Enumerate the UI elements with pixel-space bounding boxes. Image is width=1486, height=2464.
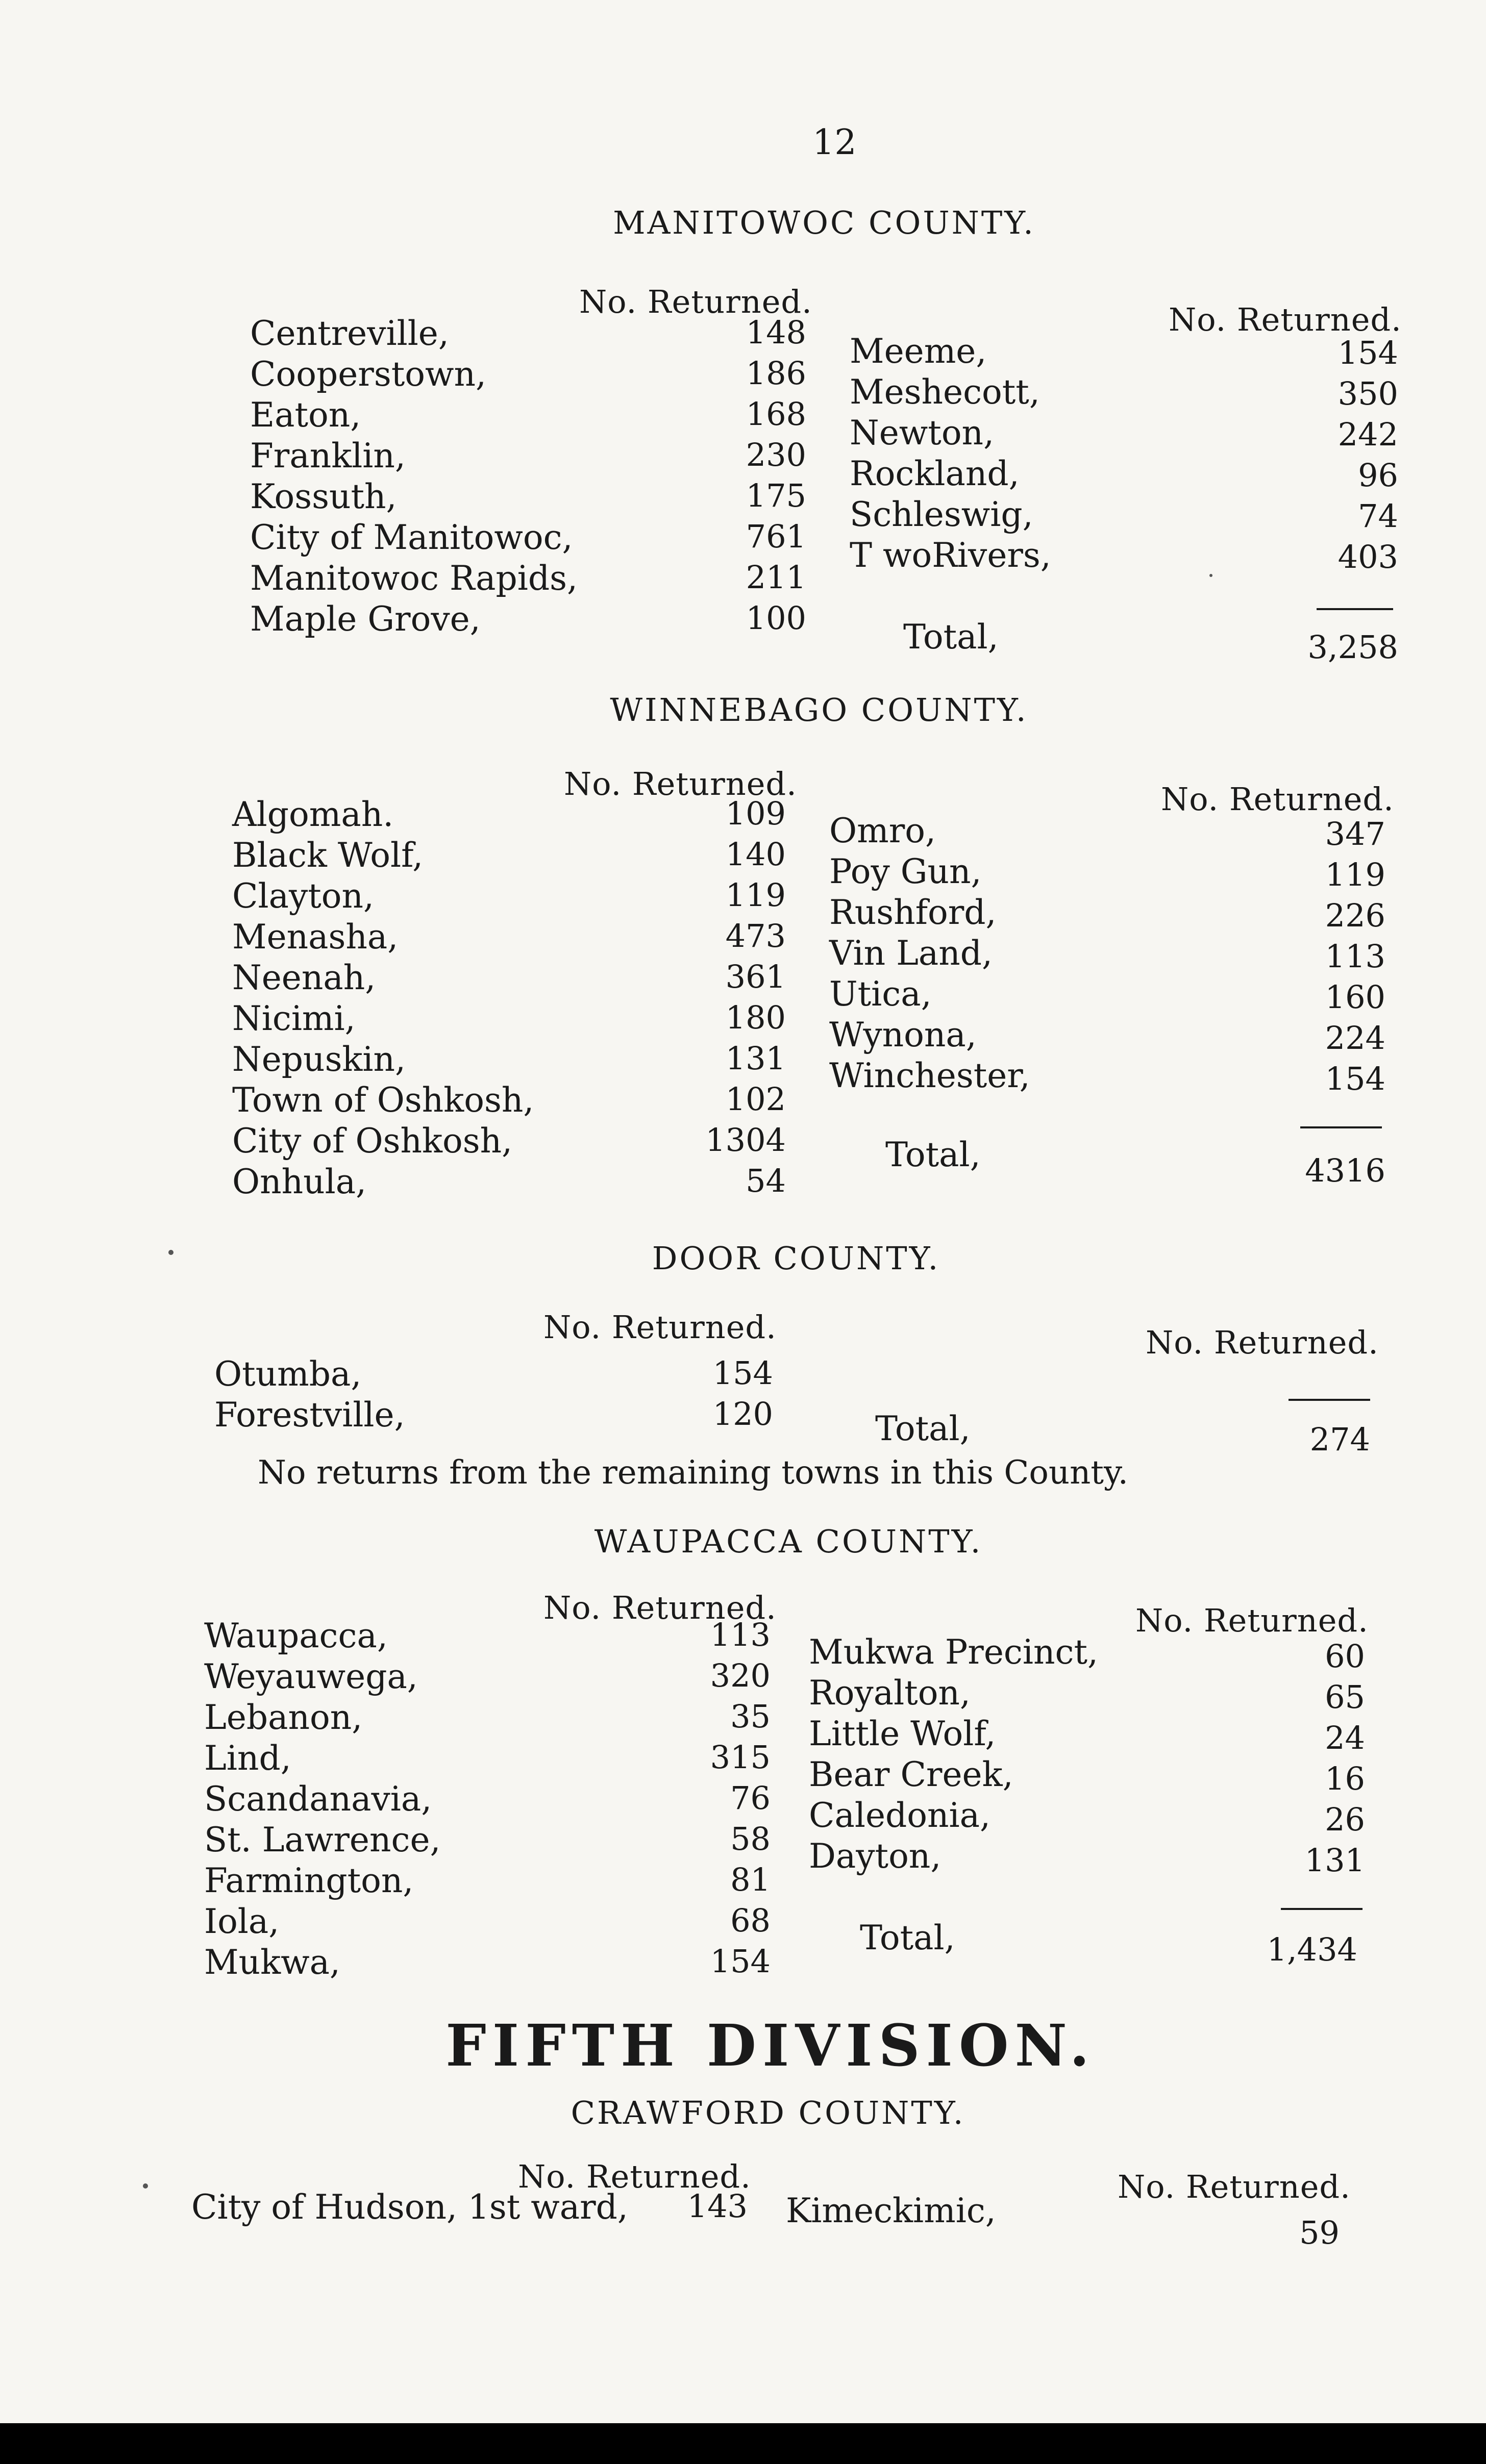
returned-count: 154 (710, 1943, 771, 1980)
town-name: Menasha, (232, 917, 399, 957)
manitowoc-total-value: 3,258 (1307, 628, 1398, 666)
town-name: Cooperstown, (250, 355, 486, 394)
returned-count: 148 (746, 314, 806, 351)
winnebago-total-rule (1300, 1126, 1382, 1128)
returned-count: 120 (712, 1395, 773, 1432)
town-name: Nepuskin, (232, 1040, 406, 1079)
returned-count: 224 (1325, 1019, 1385, 1057)
town-name: Omro, (829, 811, 936, 850)
scan-border (0, 2423, 1486, 2464)
returned-count: 1304 (705, 1121, 786, 1159)
returned-count: 54 (746, 1162, 786, 1199)
door-total-rule (1289, 1399, 1370, 1401)
returned-count: 68 (730, 1902, 771, 1939)
crawford-right-header: No. Returned. (1118, 2168, 1351, 2205)
town-name: Maple Grove, (250, 599, 481, 639)
town-name: Newton, (850, 413, 995, 452)
returned-count: 24 (1325, 1719, 1365, 1756)
returned-count: 160 (1325, 978, 1385, 1016)
division-title: FIFTH DIVISION. (445, 2013, 1096, 2079)
returned-count: 140 (725, 836, 786, 873)
returned-count: 60 (1325, 1638, 1365, 1675)
town-name: Eaton, (250, 395, 361, 435)
returned-count: 119 (725, 876, 786, 914)
returned-count: 168 (746, 395, 806, 433)
returned-count: 230 (746, 436, 806, 473)
town-name: Town of Oshkosh, (232, 1080, 534, 1120)
town-name: Scandanavia, (204, 1779, 432, 1819)
returned-count: 143 (687, 2188, 748, 2225)
town-name: Kossuth, (250, 477, 397, 516)
winnebago-right-header: No. Returned. (1161, 781, 1394, 818)
winnebago-left-header: No. Returned. (564, 765, 797, 802)
town-name: Bear Creek, (809, 1755, 1013, 1794)
town-name: City of Hudson, 1st ward, (191, 2188, 628, 2227)
town-name: Rushford, (829, 893, 997, 932)
town-name: Meshecott, (850, 372, 1040, 412)
crawford-left-header: No. Returned. (518, 2158, 751, 2195)
winnebago-total-label: Total, (885, 1135, 981, 1174)
town-name: Farmington, (204, 1861, 414, 1900)
town-name: Iola, (204, 1902, 280, 1941)
town-name: Little Wolf, (809, 1714, 996, 1753)
scan-speck (143, 2183, 148, 2189)
returned-count: 347 (1325, 815, 1385, 852)
waupacca-total-rule (1281, 1908, 1363, 1910)
returned-count: 16 (1325, 1760, 1365, 1797)
returned-count: 175 (746, 477, 806, 514)
returned-count: 154 (1325, 1060, 1385, 1097)
returned-count: 361 (725, 958, 786, 995)
returned-count: 403 (1338, 538, 1398, 575)
town-name: Onhula, (232, 1162, 367, 1201)
returned-count: 186 (746, 355, 806, 392)
county-title-door: DOOR COUNTY. (652, 1240, 940, 1277)
waupacca-total-label: Total, (860, 1918, 955, 1957)
returned-count: 96 (1358, 457, 1398, 494)
county-title-manitowoc: MANITOWOC COUNTY. (613, 204, 1035, 241)
county-title-waupacca: WAUPACCA COUNTY. (594, 1523, 983, 1560)
returned-count: 59 (1299, 2214, 1340, 2251)
town-name: T woRivers, (850, 536, 1051, 575)
town-name: Mukwa, (204, 1943, 340, 1982)
town-name: Royalton, (809, 1673, 971, 1713)
town-name: St. Lawrence, (204, 1820, 441, 1859)
returned-count: 350 (1338, 375, 1398, 412)
town-name: Otumba, (214, 1354, 362, 1394)
town-name: Vin Land, (829, 934, 993, 973)
door-total-label: Total, (875, 1409, 971, 1448)
town-name: Weyauwega, (204, 1657, 418, 1696)
town-name: Black Wolf, (232, 836, 424, 875)
returned-count: 113 (1325, 938, 1385, 975)
door-left-header: No. Returned. (543, 1309, 777, 1346)
returned-count: 154 (1338, 334, 1398, 371)
town-name: Winchester, (829, 1056, 1030, 1095)
town-name: Wynona, (829, 1015, 977, 1054)
manitowoc-right-header: No. Returned. (1169, 301, 1402, 338)
returned-count: 320 (710, 1657, 771, 1694)
waupacca-total-value: 1,434 (1267, 1931, 1357, 1968)
returned-count: 119 (1325, 856, 1385, 893)
returned-count: 58 (730, 1820, 771, 1857)
town-name: Lebanon, (204, 1698, 363, 1737)
town-name: Algomah. (232, 795, 394, 834)
returned-count: 81 (730, 1861, 771, 1898)
returned-count: 226 (1325, 897, 1385, 934)
town-name: Nicimi, (232, 999, 356, 1038)
town-name: Neenah, (232, 958, 376, 997)
town-name: Dayton, (809, 1837, 942, 1876)
town-name: Clayton, (232, 876, 374, 916)
town-name: City of Manitowoc, (250, 518, 573, 557)
door-note: No returns from the remaining towns in this County. (258, 1454, 1128, 1492)
returned-count: 131 (1304, 1842, 1365, 1879)
returned-count: 131 (725, 1040, 786, 1077)
town-name: Forestville, (214, 1395, 405, 1435)
waupacca-right-header: No. Returned. (1135, 1602, 1369, 1639)
returned-count: 35 (730, 1698, 771, 1735)
town-name: Centreville, (250, 314, 449, 353)
winnebago-total-value: 4316 (1305, 1152, 1385, 1189)
manitowoc-left-header: No. Returned. (579, 283, 812, 320)
town-name: Caledonia, (809, 1796, 990, 1835)
returned-count: 26 (1325, 1801, 1365, 1838)
town-name: Poy Gun, (829, 852, 982, 891)
returned-count: 473 (725, 917, 786, 954)
returned-count: 65 (1325, 1678, 1365, 1716)
page-number: 12 (812, 122, 857, 163)
returned-count: 180 (725, 999, 786, 1036)
manitowoc-total-rule (1317, 608, 1393, 610)
manitowoc-total-label: Total, (903, 617, 999, 657)
county-title-crawford: CRAWFORD COUNTY. (571, 2094, 965, 2131)
scan-speck (1209, 574, 1212, 577)
town-name: Kimeckimic, (786, 2191, 996, 2230)
returned-count: 242 (1338, 416, 1398, 453)
waupacca-left-header: No. Returned. (543, 1589, 777, 1626)
returned-count: 74 (1358, 497, 1398, 535)
town-name: Meeme, (850, 332, 987, 371)
town-name: Mukwa Precinct, (809, 1632, 1098, 1672)
town-name: Rockland, (850, 454, 1020, 493)
door-right-header: No. Returned. (1146, 1324, 1379, 1361)
town-name: Franklin, (250, 436, 406, 475)
door-total-value: 274 (1309, 1421, 1370, 1458)
returned-count: 102 (725, 1080, 786, 1118)
town-name: Utica, (829, 974, 932, 1014)
town-name: City of Oshkosh, (232, 1121, 513, 1161)
returned-count: 100 (746, 599, 806, 637)
returned-count: 315 (710, 1739, 771, 1776)
county-title-winnebago: WINNEBAGO COUNTY. (610, 691, 1028, 728)
returned-count: 113 (710, 1616, 771, 1653)
returned-count: 761 (746, 518, 806, 555)
scan-speck (168, 1250, 174, 1255)
town-name: Lind, (204, 1739, 291, 1778)
town-name: Waupacca, (204, 1616, 388, 1655)
returned-count: 109 (725, 795, 786, 832)
town-name: Schleswig, (850, 495, 1033, 534)
returned-count: 211 (746, 559, 806, 596)
returned-count: 76 (730, 1779, 771, 1817)
returned-count: 154 (712, 1354, 773, 1392)
town-name: Manitowoc Rapids, (250, 559, 578, 598)
